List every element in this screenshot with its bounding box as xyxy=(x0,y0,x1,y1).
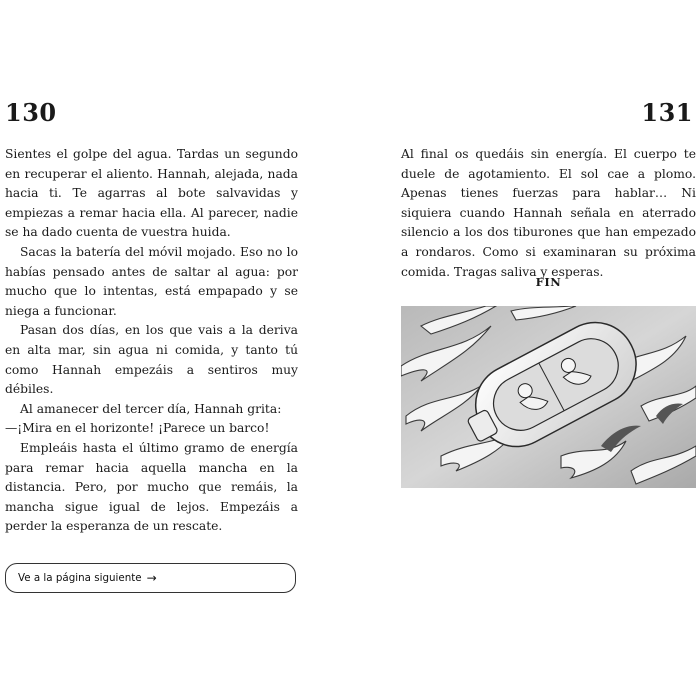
ending-label: FIN xyxy=(535,275,562,289)
paragraph: Sientes el golpe del agua. Tardas un segundo en recuperar el aliento. Hannah, alejada, nada hacia ti. Te agarras al bote salvavidas y empiezas a remar hacia ella. Al parecer, nadie se ha dado cuenta de vuestra huida. xyxy=(5,147,298,240)
lifeboat-illustration-svg xyxy=(401,306,696,488)
right-page-text xyxy=(401,145,696,282)
arrow-right-icon: → xyxy=(146,571,157,585)
page-number-left: 130 xyxy=(5,98,57,127)
dialogue-line: —¡Mira en el horizonte! ¡Parece un barco! xyxy=(5,421,270,436)
paragraph: Pasan dos días, en los que vais a la deriva en alta mar, sin agua ni comida, y tanto tú como Hannah empezáis a sentiros muy débiles. xyxy=(5,323,298,397)
illustration-lifeboat xyxy=(401,306,696,488)
paragraph: Sacas la batería del móvil mojado. Eso no lo habías pensado antes de saltar al agua: por mucho que lo intentas, está empapado y se niega a funcionar. xyxy=(5,244,298,318)
left-page-text xyxy=(5,145,298,537)
page-number-right: 131 xyxy=(641,98,693,127)
paragraph: Al final os quedáis sin energía. El cuerpo te duele de agotamiento. El sol cae a plomo. Apenas tienes fuerzas para hablar… Ni siquiera cuando Hannah señala en aterrado silencio a los dos tiburones que han empezado a rondaros. Como si examinaran su próxima comida. Tragas saliva y esperas. xyxy=(401,147,696,279)
paragraph: Al amanecer del tercer día, Hannah grita: xyxy=(20,401,282,416)
next-page-button[interactable] xyxy=(5,563,296,593)
next-page-label: Ve a la página siguiente xyxy=(18,572,142,584)
paragraph: Empleáis hasta el último gramo de energía para remar hacia aquella mancha en la distancia. Pero, por mucho que remáis, la mancha sigue igual de lejos. Empezáis a perder la esperanza de un rescate. xyxy=(5,440,298,534)
